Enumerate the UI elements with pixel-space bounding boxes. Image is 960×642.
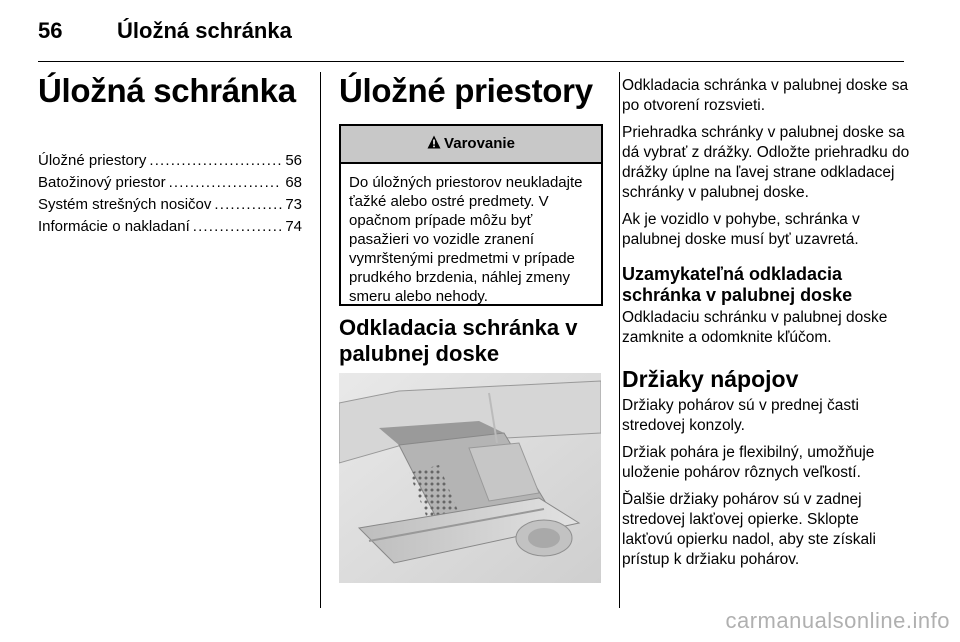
- toc-entry[interactable]: [38, 150, 302, 172]
- toc-leader-dots: [193, 216, 283, 238]
- page-number: 56: [38, 18, 63, 43]
- toc-entry-label: Batožinový priestor: [38, 174, 166, 191]
- toc-leader-dots: [169, 172, 283, 194]
- paragraph: Odkladaciu schránku v palubnej doske zamknite a odomknite kľúčom.: [622, 309, 888, 346]
- toc-entry-page: 74: [285, 218, 302, 235]
- section-column-3: [622, 76, 912, 577]
- paragraph: Držiak pohára je flexibilný, umožňuje uloženie pohárov rôznych veľkostí.: [622, 444, 875, 481]
- watermark: carmanualsonline.info: [725, 608, 950, 633]
- running-header-title: Úložná schránka: [117, 18, 292, 43]
- paragraph: Ďalšie držiaky pohárov sú v zadnej stredovej lakťovej opierke. Sklopte lakťovú opierku nadol, aby ste získali prístup k držiaku pohárov.: [622, 491, 876, 568]
- toc-entry-page: 73: [285, 196, 302, 213]
- glovebox-illustration: [339, 373, 601, 583]
- toc-entry[interactable]: [38, 172, 302, 194]
- toc-leader-dots: [149, 150, 282, 172]
- section-column-2: [339, 72, 601, 110]
- toc-leader-dots: [214, 194, 282, 216]
- header-rule: [38, 61, 904, 62]
- warning-header: [341, 126, 601, 164]
- warning-triangle-icon: [427, 135, 441, 149]
- column-divider-2: [619, 72, 620, 608]
- paragraph: Priehradka schránky v palubnej doske sa dá vybrať z drážky. Odložte priehradku do drážky úplne na ľavej strane odkladacej schránky v palubnej doske.: [622, 124, 910, 201]
- warning-heading: Varovanie: [444, 135, 515, 152]
- chapter-title: Úložná schránka: [38, 72, 296, 109]
- subsection-title: Odkladacia schránka v palubnej doske: [339, 315, 578, 366]
- column-divider-1: [320, 72, 321, 608]
- toc-entry-label: Úložné priestory: [38, 152, 147, 169]
- toc-entry-label: Systém strešných nosičov: [38, 196, 212, 213]
- toc-entry[interactable]: [38, 194, 302, 216]
- toc-entry-label: Informácie o nakladaní: [38, 218, 190, 235]
- toc-entry-page: 68: [285, 174, 302, 191]
- paragraph: Odkladacia schránka v palubnej doske sa po otvorení rozsvieti.: [622, 77, 909, 114]
- glovebox-photo: [339, 373, 601, 583]
- section-title: Úložné priestory: [339, 72, 593, 109]
- warning-text: Do úložných priestorov neukladajte ťažké alebo ostré predmety. V opačnom prípade môžu byť pasažieri vo vozidle zranení vymrštenými predmetmi v prípade prudkého brzdenia, náhlej zmeny smeru alebo nehody.: [349, 174, 583, 305]
- subsection-heading-lockable: Uzamykateľná odkladacia schránka v palubnej doske: [622, 264, 853, 305]
- toc-entry[interactable]: [38, 216, 302, 238]
- table-of-contents: [38, 150, 302, 238]
- paragraph: Ak je vozidlo v pohybe, schránka v palubnej doske musí byť uzavretá.: [622, 211, 860, 248]
- toc-entry-page: 56: [285, 152, 302, 169]
- warning-box: [339, 124, 603, 306]
- section-heading-cupholders: Držiaky nápojov: [622, 366, 799, 392]
- paragraph: Držiaky pohárov sú v prednej časti stredovej konzoly.: [622, 397, 859, 434]
